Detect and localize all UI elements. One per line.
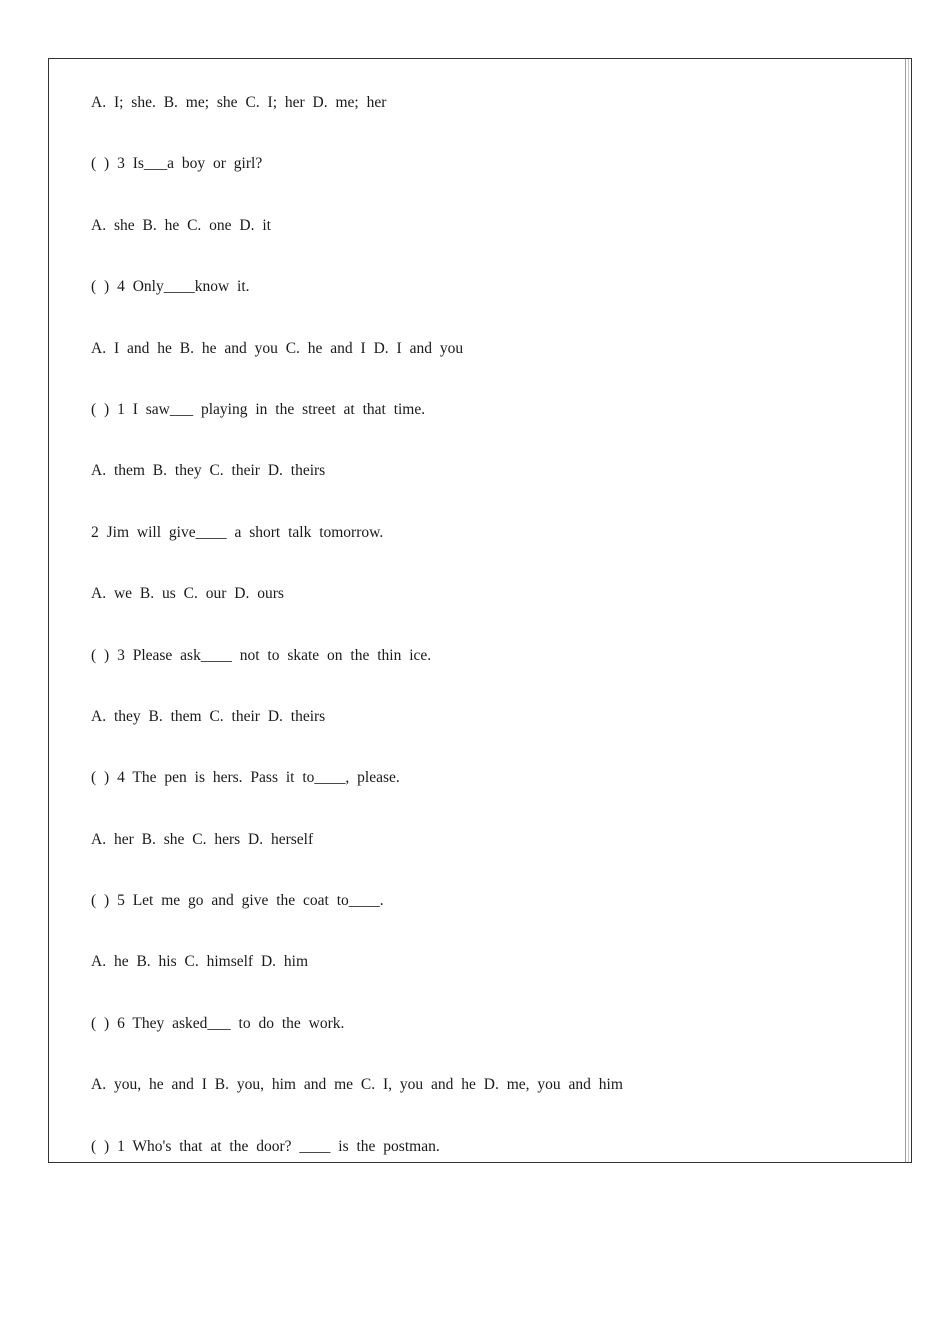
frame-inner-rule [905, 59, 906, 1162]
text-line: A. you, he and I B. you, him and me C. I, you and he D. me, you and him [91, 1076, 623, 1094]
text-line: A. she B. he C. one D. it [91, 216, 271, 234]
text-line: ( ) 3 Please ask____ not to skate on the thin ice. [91, 646, 432, 664]
text-line: ( ) 4 Only____know it. [91, 278, 250, 296]
text-line: 2 Jim will give____ a short talk tomorrow. [91, 523, 384, 541]
frame-inner-rule-secondary [908, 59, 909, 1162]
text-line: A. I and he B. he and you C. he and I D. I and you [91, 339, 464, 357]
text-line: ( ) 5 Let me go and give the coat to____. [91, 892, 384, 910]
text-line: ( ) 6 They asked___ to do the work. [91, 1014, 345, 1032]
text-line: A. them B. they C. their D. theirs [91, 462, 326, 480]
exercise-text [91, 90, 871, 1195]
text-line: ( ) 3 Is___a boy or girl? [91, 155, 263, 173]
text-line: A. we B. us C. our D. ours [91, 585, 284, 603]
text-line: ( ) 1 I saw___ playing in the street at that time. [91, 400, 426, 418]
text-line: A. they B. them C. their D. theirs [91, 707, 326, 725]
text-line: ( ) 4 The pen is hers. Pass it to____, please. [91, 769, 400, 787]
text-line: ( ) 1 Who's that at the door? ____ is the postman. [91, 1137, 440, 1155]
text-line: A. I; she. B. me; she C. I; her D. me; her [91, 94, 387, 111]
text-line: A. he B. his C. himself D. him [91, 953, 309, 971]
text-line: A. her B. she C. hers D. herself [91, 830, 314, 848]
